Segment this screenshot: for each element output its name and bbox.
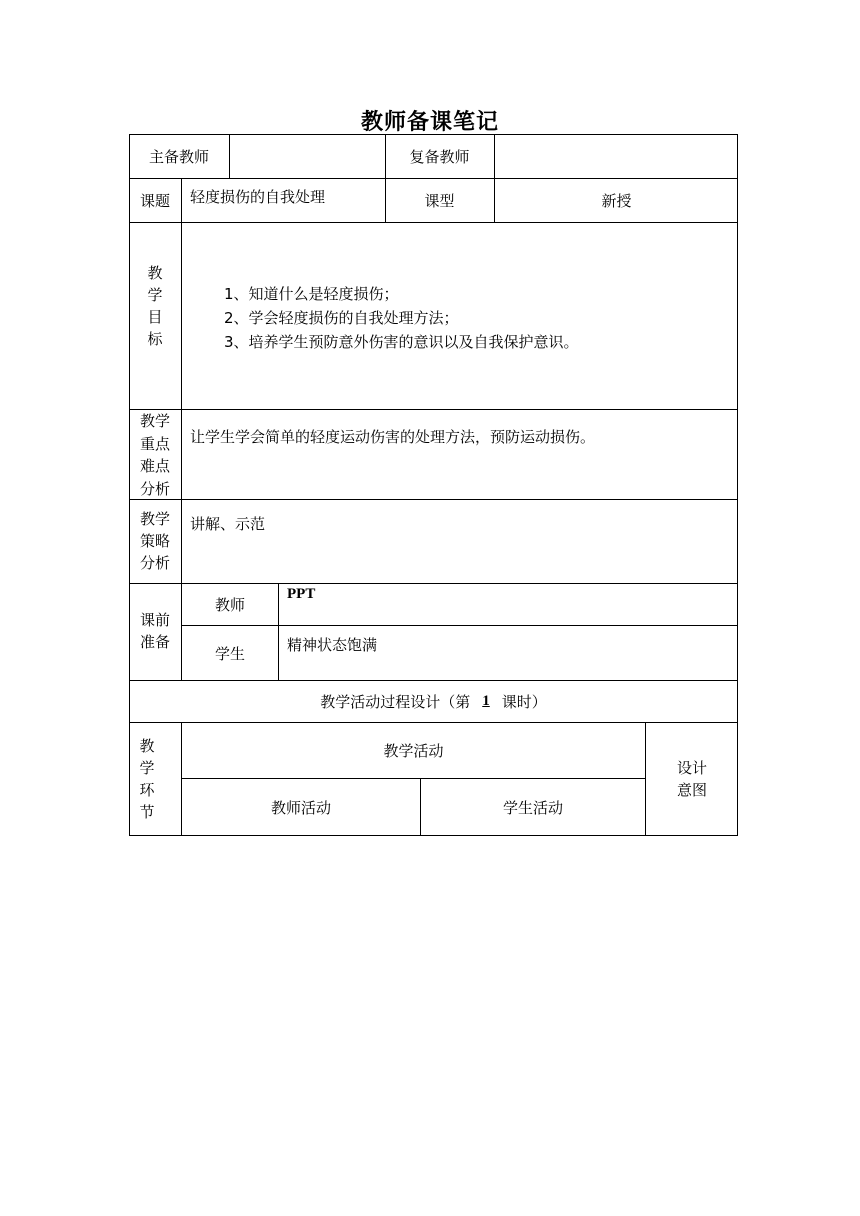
prep-label: 课前 准备 bbox=[139, 611, 170, 651]
prep-teacher-label: 教师 bbox=[214, 596, 245, 614]
row-divider bbox=[129, 499, 738, 500]
type-label: 课型 bbox=[424, 191, 455, 210]
design-intent-label: 设计 意图 bbox=[676, 759, 707, 799]
row-divider bbox=[129, 222, 738, 223]
lesson-number: 1 bbox=[482, 693, 490, 709]
main-teacher-value[interactable] bbox=[230, 134, 385, 178]
objective-item: 2、学会轻度损伤的自我处理方法； bbox=[224, 309, 459, 327]
objectives-list bbox=[224, 282, 734, 354]
row-divider bbox=[129, 409, 738, 410]
process-title: 教学活动过程设计（第 1 课时） bbox=[320, 693, 547, 711]
prep-student-value: 精神状态饱满 bbox=[287, 636, 378, 654]
stage-label: 教 学 环 节 bbox=[139, 737, 155, 821]
review-teacher-label: 复备教师 bbox=[409, 147, 470, 166]
strategy-label: 教学 策略 分析 bbox=[139, 510, 170, 572]
col-divider bbox=[278, 583, 279, 681]
strategy-text: 讲解、示范 bbox=[190, 515, 266, 533]
student-activity-label: 学生活动 bbox=[502, 799, 563, 817]
prep-teacher-value: PPT bbox=[287, 586, 316, 602]
objectives-label: 教 学 目 标 bbox=[147, 264, 163, 348]
review-teacher-value[interactable] bbox=[495, 134, 738, 178]
teacher-activity-label: 教师活动 bbox=[270, 799, 331, 817]
col-divider bbox=[181, 178, 182, 223]
prep-student-label: 学生 bbox=[214, 644, 245, 663]
page-title: 教师备课笔记 bbox=[360, 110, 499, 135]
topic-value: 轻度损伤的自我处理 bbox=[190, 188, 326, 206]
objective-item: 3、培养学生预防意外伤害的意识以及自我保护意识。 bbox=[224, 333, 579, 351]
main-teacher-label: 主备教师 bbox=[148, 147, 209, 166]
topic-label: 课题 bbox=[139, 191, 170, 210]
objective-item: 1、知道什么是轻度损伤； bbox=[224, 285, 399, 303]
key-points-text: 让学生学会简单的轻度运动伤害的处理方法，预防运动损伤。 bbox=[190, 428, 596, 446]
type-value: 新授 bbox=[601, 191, 632, 210]
activities-label: 教学活动 bbox=[383, 742, 444, 760]
key-points-label: 教学 重点 难点 分析 bbox=[139, 412, 170, 498]
